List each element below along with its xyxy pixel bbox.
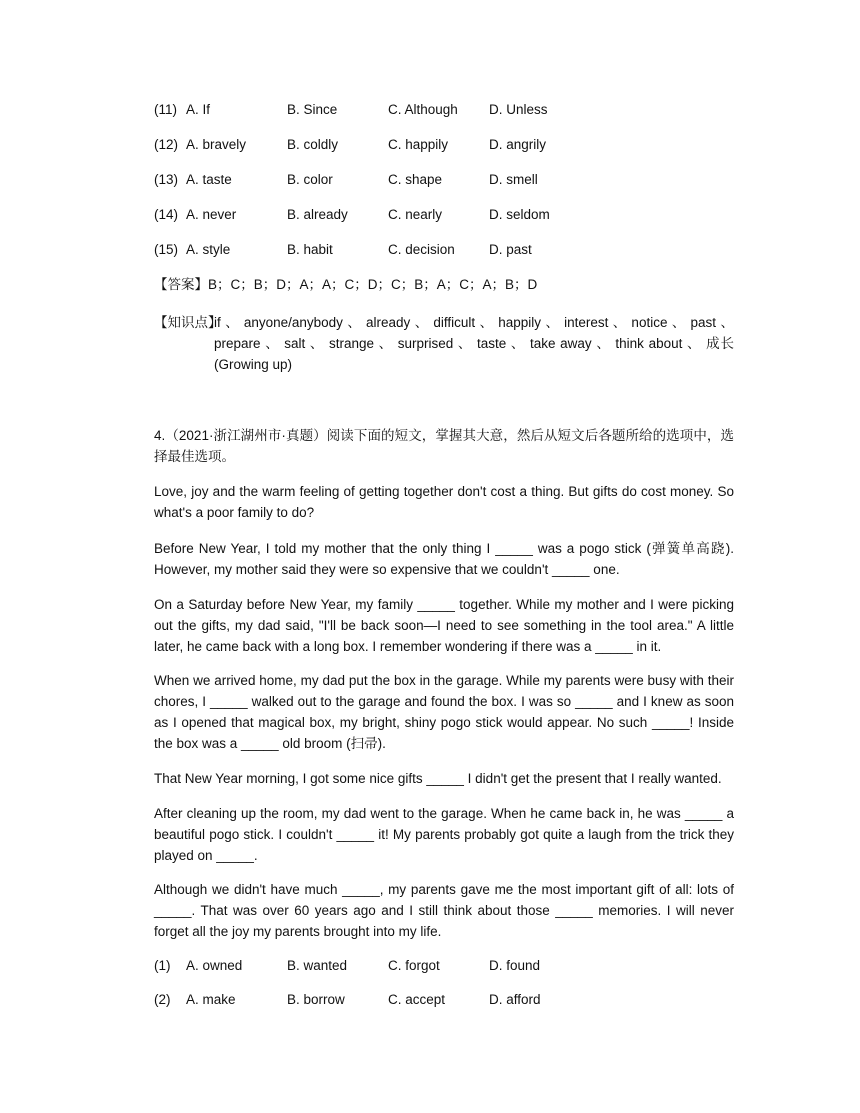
option-b: B. Since: [287, 102, 338, 117]
option-d: D. seldom: [489, 207, 550, 222]
question-number: (13): [154, 172, 179, 187]
question-number: (1): [154, 958, 171, 973]
option-c: C. accept: [388, 992, 446, 1007]
passage-paragraph-6: After cleaning up the room, my dad went to the garage. When he came back in, he was _____ a beautiful pogo stick. I couldn't _____ it! My parents probably got quite a laugh from the trick they played on _____.: [154, 806, 734, 863]
option-d: D. past: [489, 242, 532, 257]
option-d: D. found: [489, 958, 541, 973]
passage-paragraph-4: When we arrived home, my dad put the box in the garage. While my parents were busy with their chores, I _____ walked out to the garage and found the box. I was so _____ and I knew as soon as I opened that magical box, my bright, shiny pogo stick would appear. No such _____! Inside the box was a _____ old broom (扫帚).: [154, 673, 734, 751]
option-a: A. If: [186, 102, 211, 117]
option-b: B. habit: [287, 242, 333, 257]
option-a: A. make: [186, 992, 236, 1007]
option-c: C. forgot: [388, 958, 440, 973]
option-b: B. color: [287, 172, 333, 187]
question-number: (12): [154, 137, 179, 152]
option-c: C. shape: [388, 172, 443, 187]
knowledge-items: if 、 anyone/anybody 、 already 、 difficult 、 happily 、 interest 、 notice 、 past 、 prepare 、 salt 、 strange 、 surprised 、 taste 、 take away 、 think about 、 成长 (Growing up): [214, 315, 734, 372]
knowledge-points: [154, 312, 734, 375]
question-number: (15): [154, 242, 179, 257]
question-number: (14): [154, 207, 179, 222]
option-c: C. nearly: [388, 207, 443, 222]
option-b: B. wanted: [287, 958, 348, 973]
question-number: (11): [154, 102, 178, 117]
option-d: D. afford: [489, 992, 541, 1007]
option-d: D. smell: [489, 172, 538, 187]
option-a: A. taste: [186, 172, 232, 187]
option-a: A. style: [186, 242, 231, 257]
question-number: (2): [154, 992, 171, 1007]
passage-paragraph-7: Although we didn't have much _____, my parents gave me the most important gift of all: lots of _____. That was over 60 years ago and I still think about those _____ memories. I will never forget all the joy my parents brought into my life.: [154, 882, 734, 939]
option-a: A. owned: [186, 958, 243, 973]
option-d: D. Unless: [489, 102, 548, 117]
passage-paragraph-2: Before New Year, I told my mother that the only thing I _____ was a pogo stick (弹簧单高跷). However, my mother said they were so expensive that we couldn't _____ one.: [154, 541, 734, 577]
option-b: B. already: [287, 207, 348, 222]
question-4-heading: 4.（2021·浙江湖州市·真题）阅读下面的短文，掌握其大意，然后从短文后各题所给的选项中，选择最佳选项。: [154, 428, 734, 464]
option-c: C. decision: [388, 242, 455, 257]
option-b: B. coldly: [287, 137, 339, 152]
answer-line: 【答案】B；C；B；D；A；A；C；D；C；B；A；C；A；B；D: [154, 277, 538, 292]
option-c: C. Although: [388, 102, 458, 117]
option-b: B. borrow: [287, 992, 345, 1007]
option-a: A. bravely: [186, 137, 247, 152]
knowledge-label: 【知识点】: [154, 315, 222, 330]
passage-paragraph-1: Love, joy and the warm feeling of getting together don't cost a thing. But gifts do cost money. So what's a poor family to do?: [154, 484, 734, 520]
passage-paragraph-5: That New Year morning, I got some nice gifts _____ I didn't get the present that I really wanted.: [154, 771, 722, 786]
passage-paragraph-3: On a Saturday before New Year, my family _____ together. While my mother and I were picking out the gifts, my dad said, "I'll be back soon—I need to see something in the tool area." A little later, he came back with a long box. I remember wondering if there was a _____ in it.: [154, 597, 734, 654]
option-c: C. happily: [388, 137, 449, 152]
option-a: A. never: [186, 207, 237, 222]
option-d: D. angrily: [489, 137, 547, 152]
